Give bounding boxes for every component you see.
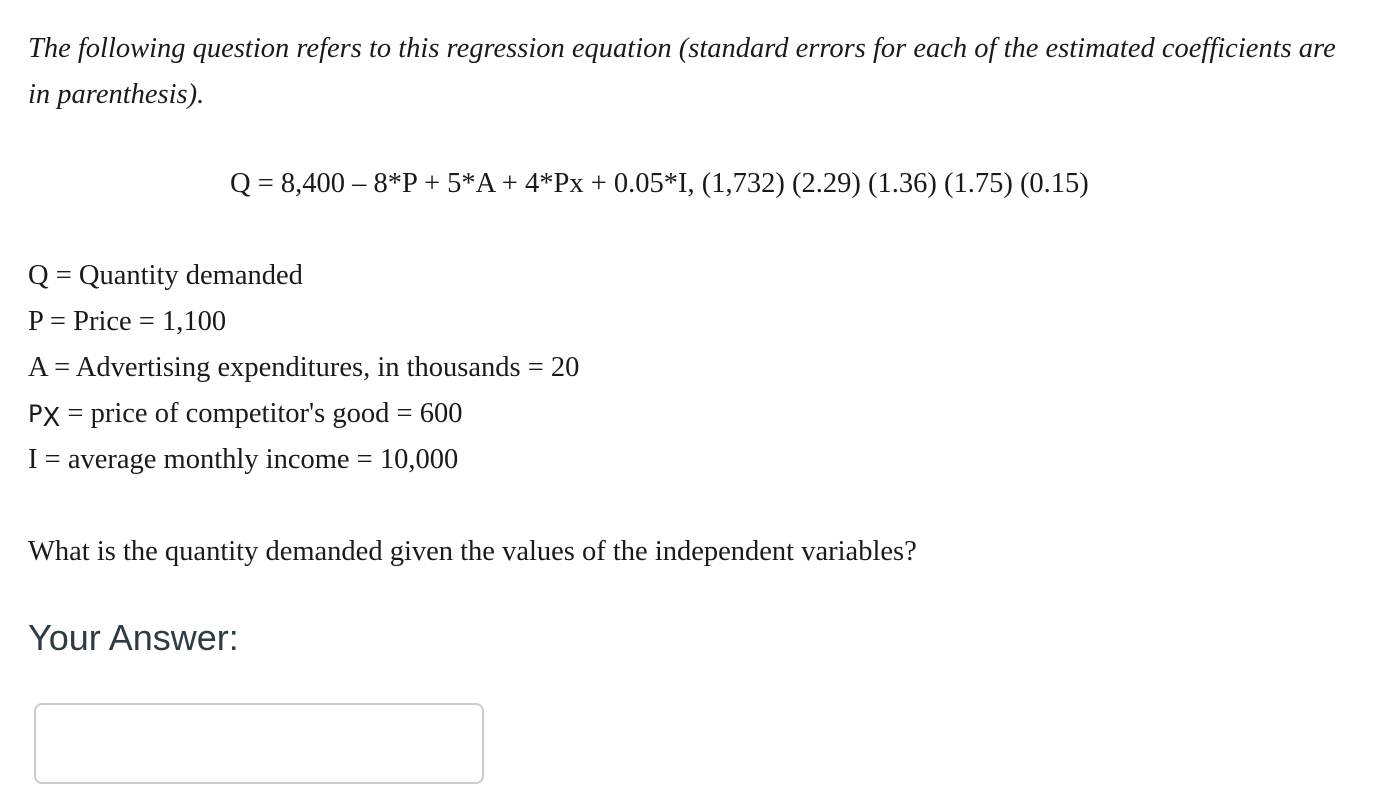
definition-q: Q = Quantity demanded <box>28 260 303 291</box>
regression-equation: Q = 8,400 – 8*P + 5*A + 4*Px + 0.05*I, (1,732) (2.29) (1.36) (1.75) (0.15) <box>230 168 1089 199</box>
answer-label: Your Answer: <box>28 617 239 658</box>
definition-a: A = Advertising expenditures, in thousands = 20 <box>28 352 580 383</box>
px-symbol-main: P <box>28 400 43 428</box>
question-prompt: What is the quantity demanded given the values of the independent variables? <box>28 536 917 567</box>
answer-input[interactable] <box>34 703 484 784</box>
definition-p: P = Price = 1,100 <box>28 306 227 337</box>
px-symbol-sub: X <box>42 403 61 433</box>
question-intro: The following question refers to this regression equation (standard errors for each of the estimated coefficients are in parenthesis). <box>28 33 1336 110</box>
px-symbol <box>28 400 61 433</box>
definition-px <box>28 394 579 440</box>
variable-definitions <box>28 256 579 486</box>
px-definition-text: = price of competitor's good = 600 <box>60 398 463 429</box>
definition-i: I = average monthly income = 10,000 <box>28 444 459 475</box>
